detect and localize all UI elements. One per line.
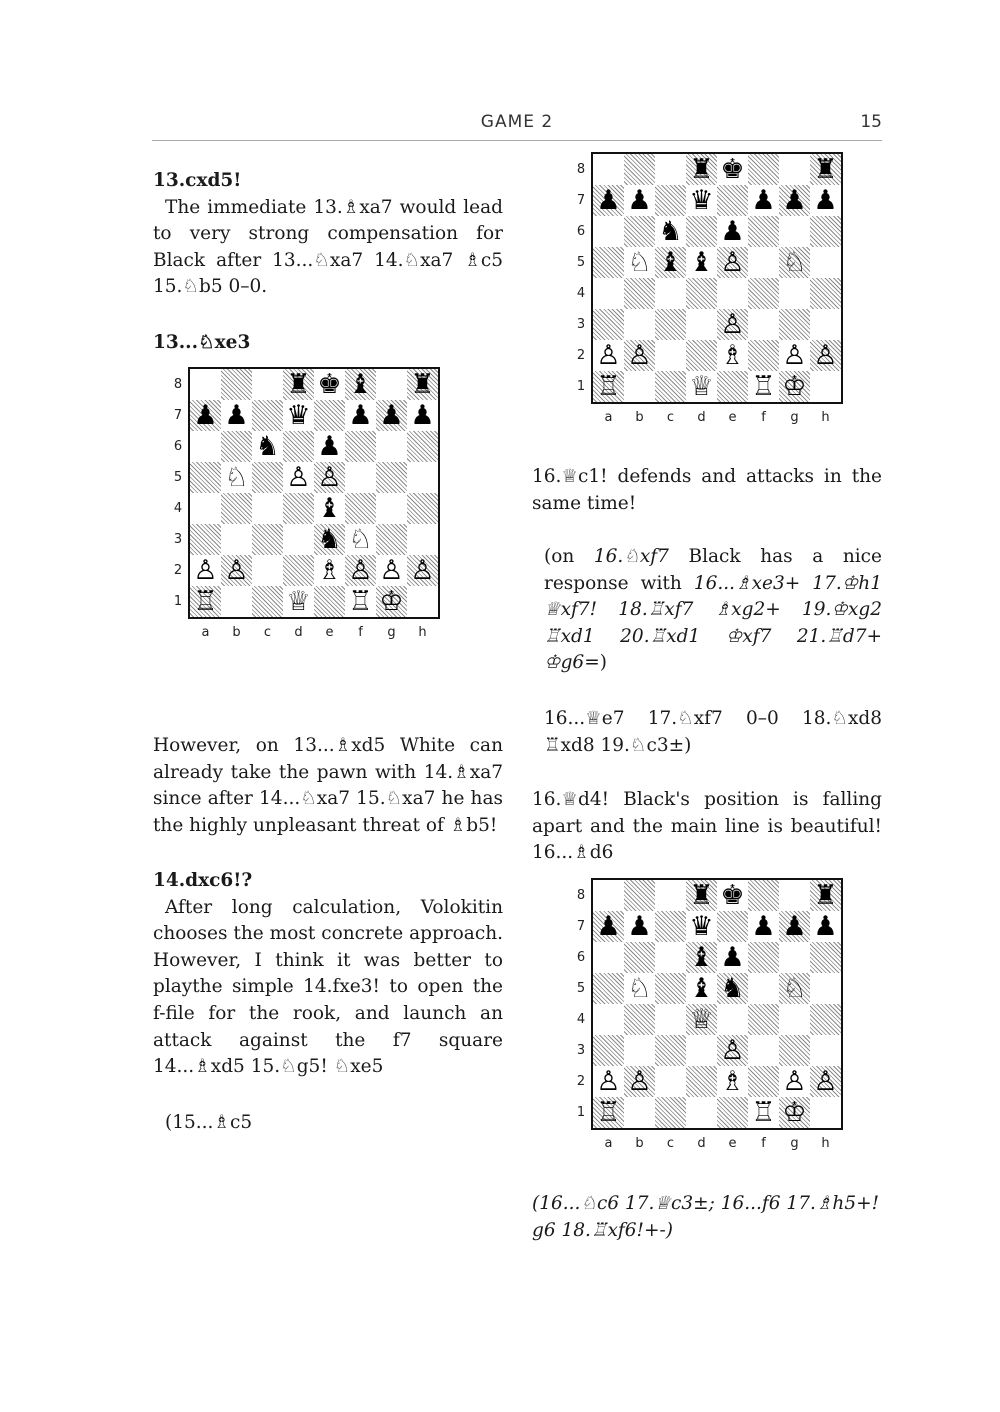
rank-label: 6 xyxy=(576,950,586,965)
chess-piece: ♖ xyxy=(193,586,218,617)
chess-piece: ♘ xyxy=(348,524,373,555)
file-label: d xyxy=(697,1136,706,1151)
chess-piece: ♟ xyxy=(596,911,621,942)
rank-label: 2 xyxy=(576,348,586,363)
chess-piece: ♟ xyxy=(751,911,776,942)
chess-piece: ♝ xyxy=(658,247,683,278)
chess-piece: ♙ xyxy=(379,555,404,586)
variation-block xyxy=(544,544,882,677)
chess-piece: ♖ xyxy=(596,371,621,402)
chess-piece: ♗ xyxy=(720,340,745,371)
rank-label: 2 xyxy=(576,1074,586,1089)
chess-piece: ♟ xyxy=(317,431,342,462)
file-label: g xyxy=(387,625,396,640)
section-13-cxd5 xyxy=(153,168,503,301)
chess-piece: ♘ xyxy=(224,462,249,493)
chess-piece: ♞ xyxy=(658,216,683,247)
chess-piece: ♙ xyxy=(596,340,621,371)
file-label: b xyxy=(635,1136,644,1151)
chess-piece: ♔ xyxy=(782,371,807,402)
chess-piece: ♞ xyxy=(317,524,342,555)
file-label: d xyxy=(697,410,706,425)
chess-piece: ♚ xyxy=(317,369,342,400)
chess-piece: ♜ xyxy=(410,369,435,400)
chess-piece: ♔ xyxy=(782,1097,807,1128)
commentary-paragraph: 16.♕c1! defends and attacks in the same time! xyxy=(532,466,882,514)
rank-label: 1 xyxy=(576,1105,586,1120)
file-label: c xyxy=(666,1136,675,1151)
rank-label: 5 xyxy=(576,981,586,996)
chess-piece: ♙ xyxy=(317,462,342,493)
rank-label: 5 xyxy=(173,470,183,485)
chess-diagram-16-qc1 xyxy=(573,152,843,430)
chess-piece: ♞ xyxy=(720,973,745,1004)
file-label: h xyxy=(418,625,427,640)
file-label: e xyxy=(728,410,737,425)
rank-label: 8 xyxy=(576,888,586,903)
chess-piece: ♝ xyxy=(317,493,342,524)
chess-piece: ♕ xyxy=(689,1004,714,1035)
chess-piece: ♟ xyxy=(813,911,838,942)
chess-piece: ♙ xyxy=(627,340,652,371)
chess-piece: ♝ xyxy=(689,973,714,1004)
variation-line: (15...♗c5 xyxy=(165,1112,253,1133)
chess-piece: ♟ xyxy=(627,911,652,942)
rank-label: 4 xyxy=(576,1012,586,1027)
rank-label: 4 xyxy=(576,286,586,301)
board-frame xyxy=(591,878,843,1130)
chess-piece: ♔ xyxy=(379,586,404,617)
chess-piece: ♙ xyxy=(286,462,311,493)
rank-label: 5 xyxy=(576,255,586,270)
chess-piece: ♚ xyxy=(720,154,745,185)
rank-label: 1 xyxy=(173,594,183,609)
chess-piece: ♚ xyxy=(720,880,745,911)
chess-piece: ♙ xyxy=(224,555,249,586)
chess-piece: ♛ xyxy=(689,911,714,942)
board-frame xyxy=(188,367,440,619)
rank-label: 6 xyxy=(576,224,586,239)
move-heading: 13.cxd5! xyxy=(153,170,242,191)
chess-piece: ♗ xyxy=(317,555,342,586)
file-label: a xyxy=(604,1136,613,1151)
file-label: a xyxy=(201,625,210,640)
chess-piece: ♙ xyxy=(627,1066,652,1097)
file-label: b xyxy=(232,625,241,640)
chess-diagram-16-bd6 xyxy=(573,878,843,1156)
chess-piece: ♙ xyxy=(193,555,218,586)
chess-piece: ♗ xyxy=(720,1066,745,1097)
rank-label: 3 xyxy=(173,532,183,547)
move-heading: 14.dxc6!? xyxy=(153,870,253,891)
commentary-paragraph: The immediate 13.♗xa7 would lead to very strong compensation for Black after 13...♘xa7 14.♘xa7 ♗c5 15.♘b5 0–0. xyxy=(153,196,503,298)
chess-piece: ♟ xyxy=(751,185,776,216)
chess-piece: ♟ xyxy=(782,911,807,942)
chess-piece: ♙ xyxy=(720,247,745,278)
rank-label: 2 xyxy=(173,563,183,578)
chess-piece: ♟ xyxy=(720,942,745,973)
rank-label: 3 xyxy=(576,1043,586,1058)
chess-piece: ♟ xyxy=(596,185,621,216)
file-label: g xyxy=(790,410,799,425)
file-label: g xyxy=(790,1136,799,1151)
chess-piece: ♜ xyxy=(813,880,838,911)
file-label: b xyxy=(635,410,644,425)
rank-label: 7 xyxy=(576,919,586,934)
chess-piece: ♞ xyxy=(255,431,280,462)
file-label: h xyxy=(821,410,830,425)
chess-piece: ♜ xyxy=(689,154,714,185)
chess-piece: ♟ xyxy=(813,185,838,216)
chapter-title: GAME 2 xyxy=(480,112,554,132)
chess-piece: ♟ xyxy=(782,185,807,216)
chess-piece: ♘ xyxy=(627,973,652,1004)
variation-moves: 16...♗xe3+ 17.♔h1 ♕xf7! 18.♖xf7 ♗xg2+ 19.♔xg2 ♖xd1 20.♖xd1 ♔xf7 21.♖d7+ ♔g6= xyxy=(544,572,882,674)
chess-piece: ♜ xyxy=(689,880,714,911)
running-header xyxy=(152,112,882,141)
rank-label: 7 xyxy=(173,408,183,423)
commentary-paragraph: 16.♕d4! Black's position is falling apart and the main line is beautiful! 16...♗d6 xyxy=(532,789,882,864)
file-label: c xyxy=(263,625,272,640)
chess-piece: ♟ xyxy=(410,400,435,431)
chess-piece: ♕ xyxy=(689,371,714,402)
variation-text: Black has a nice response with xyxy=(544,546,882,594)
chess-piece: ♜ xyxy=(286,369,311,400)
file-label: f xyxy=(761,410,766,425)
chess-piece: ♙ xyxy=(720,1035,745,1066)
chess-piece: ♙ xyxy=(782,1066,807,1097)
chess-piece: ♘ xyxy=(782,973,807,1004)
board-frame xyxy=(591,152,843,404)
chess-piece: ♟ xyxy=(379,400,404,431)
file-label: f xyxy=(761,1136,766,1151)
chess-piece: ♕ xyxy=(286,586,311,617)
chess-piece: ♝ xyxy=(689,247,714,278)
chess-piece: ♙ xyxy=(782,340,807,371)
rank-label: 4 xyxy=(173,501,183,516)
chess-piece: ♖ xyxy=(751,1097,776,1128)
file-label: f xyxy=(358,625,363,640)
commentary-paragraph: After long calculation, Volokitin chooses the most concrete approach. However, I think it was better to playthe simple 14.fxe3! to open the f-file for the rook, and launch an attack against the f7 square 14...♗xd5 15.♘g5! ♘xe5 xyxy=(153,896,503,1078)
file-label: e xyxy=(325,625,334,640)
section-14-dxc6 xyxy=(153,868,503,1081)
variation-close: ) xyxy=(599,652,607,674)
chess-piece: ♖ xyxy=(751,371,776,402)
chess-piece: ♛ xyxy=(689,185,714,216)
variation-move: 16.♘xf7 xyxy=(593,546,669,567)
rank-label: 3 xyxy=(576,317,586,332)
variation-line: (16...♘c6 17.♕c3±; 16...f6 17.♗h5+! g6 18.♖xf6!+-) xyxy=(532,1193,880,1241)
rank-label: 1 xyxy=(576,379,586,394)
rank-label: 8 xyxy=(173,377,183,392)
chess-piece: ♟ xyxy=(720,216,745,247)
chess-piece: ♙ xyxy=(813,1066,838,1097)
chess-piece: ♙ xyxy=(410,555,435,586)
variation-open: (on xyxy=(544,546,594,567)
move-heading: 13...♘xe3 xyxy=(153,332,251,353)
file-label: d xyxy=(294,625,303,640)
chess-piece: ♙ xyxy=(596,1066,621,1097)
commentary-paragraph: However, on 13...♗xd5 White can already take the pawn with 14.♗xa7 since after 14...♘xa7 15.♘xa7 he has the highly unpleasant threat of ♗b5! xyxy=(153,735,503,836)
variation-line: 16...♕e7 17.♘xf7 0–0 18.♘xd8 ♖xd8 19.♘c3±) xyxy=(544,708,882,756)
chess-piece: ♟ xyxy=(627,185,652,216)
chess-piece: ♘ xyxy=(782,247,807,278)
chess-diagram-13-xe3 xyxy=(170,367,440,645)
chess-piece: ♟ xyxy=(348,400,373,431)
chess-piece: ♖ xyxy=(348,586,373,617)
rank-label: 7 xyxy=(576,193,586,208)
rank-label: 6 xyxy=(173,439,183,454)
chess-piece: ♘ xyxy=(627,247,652,278)
chess-piece: ♙ xyxy=(813,340,838,371)
chess-piece: ♝ xyxy=(689,942,714,973)
file-label: e xyxy=(728,1136,737,1151)
chess-piece: ♙ xyxy=(348,555,373,586)
file-label: c xyxy=(666,410,675,425)
chess-piece: ♙ xyxy=(720,309,745,340)
chess-piece: ♟ xyxy=(193,400,218,431)
chess-piece: ♖ xyxy=(596,1097,621,1128)
chess-piece: ♝ xyxy=(348,369,373,400)
page-number: 15 xyxy=(860,112,882,132)
file-label: h xyxy=(821,1136,830,1151)
chess-piece: ♛ xyxy=(286,400,311,431)
file-label: a xyxy=(604,410,613,425)
chess-piece: ♜ xyxy=(813,154,838,185)
chess-piece: ♟ xyxy=(224,400,249,431)
rank-label: 8 xyxy=(576,162,586,177)
